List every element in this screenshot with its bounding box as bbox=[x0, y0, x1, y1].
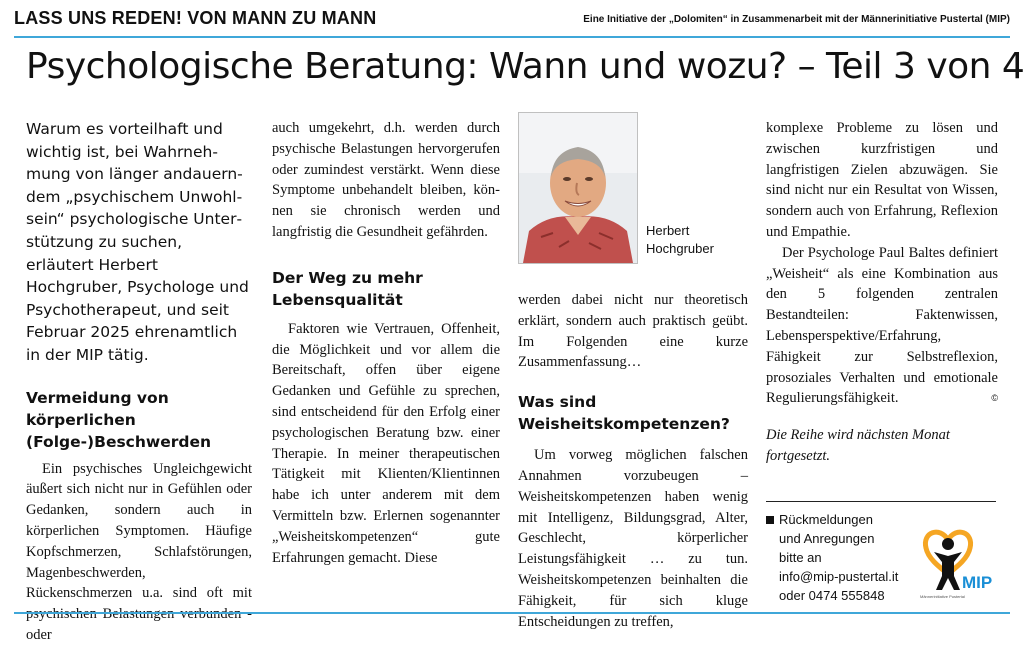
column-1 bbox=[26, 118, 252, 646]
contact-line-1: Rückmeldungen bbox=[766, 510, 898, 529]
contact-box bbox=[766, 510, 898, 605]
section1-body: Ein psychisches Ungleichgewicht äußert sich nicht nur in Gefühlen oder Gedanken, sondern auch in körperlichen Symptomen. Häufige Kopfschmerzen, Schlafstörungen, Magenbeschwerden, Rückenschmerzen u.a. sind oft mit psychischen Belastungen verbunden - oder bbox=[26, 460, 252, 643]
intro-text: Warum es vorteilhaft und wichtig ist, bei Wahrnehmung von länger andauerndem „psychischem Unwohlsein“ psychologische Unterstützung zu suchen, erläutert Herbert Hochgruber, Psychologe und Psychotherapeut, und seit Februar 2025 ehrenamtlich in der MIP tätig. bbox=[26, 120, 249, 364]
header-bar bbox=[14, 6, 1010, 38]
column-2 bbox=[272, 118, 500, 568]
section2-body-cont: werden dabei nicht nur theoretisch erklärt, sondern auch praktisch geübt. Im Folgenden eine kurze Zusammenfassung… bbox=[518, 292, 748, 371]
portrait-image bbox=[519, 113, 637, 263]
section2-body: Faktoren wie Vertrauen, Offenheit, die Möglichkeit und vor allem die Bereitschaft, offen über eigene Gedanken und Gefühle zu sprechen, sind entscheidend für den Erfolg einer psychologischen Beratung bzw. einer Therapie. In meiner therapeutischen Tätigkeit mit Klienten/Klientinnen habe ich unter anderem mit dem Vermitteln bzw. Erlernen sogenannter „Weisheitskompetenzen“ gute Erfahrungen gemacht. Diese bbox=[272, 320, 500, 566]
caption-line-2: Hochgruber bbox=[646, 241, 714, 256]
contact-line-3: bitte an bbox=[779, 550, 822, 565]
caption-line-1: Herbert bbox=[646, 223, 690, 238]
photo-caption bbox=[646, 222, 714, 258]
column-4 bbox=[766, 118, 998, 467]
section3-body-cont: komplexe Probleme zu lösen und zwischen kurzfristigen und langfristigen Zielen abzuwägen. Sie sind nicht nur ein Resultat von Wissen, sondern auch von Erfahrung, Reflexion und Empathie. bbox=[766, 120, 998, 240]
mip-logo-graphic bbox=[918, 526, 998, 602]
portrait-photo bbox=[518, 112, 638, 264]
copyright-mark: © bbox=[991, 393, 998, 404]
column-3 bbox=[518, 290, 748, 632]
contact-divider bbox=[766, 501, 996, 502]
logo-text: MIP bbox=[962, 573, 993, 592]
kicker: LASS UNS REDEN! VON MANN ZU MANN bbox=[14, 8, 377, 28]
section2-heading: Der Weg zu mehr Lebensqualität bbox=[272, 268, 423, 309]
section1-body-cont: auch umgekehrt, d.h. werden durch psychische Belastungen hervorgerufen oder zumindest verstärkt. Wenn diese Symptome unbehandelt bleiben, können sie chronisch werden und langfristig die Gesundheit gefährden. bbox=[272, 120, 500, 240]
mip-logo bbox=[918, 526, 998, 602]
logo-tagline: Männerinitiative Pustertal bbox=[920, 594, 965, 599]
section3-body-2: Der Psychologe Paul Baltes definiert „Weisheit“ als eine Kombination aus den 5 folgenden zentralen Bestandteilen: Faktenwissen, Lebensperspektive/Erfahrung, Fähigkeit zur Selbstreflexion, prosoziales Verhalten und emotionale Regulierungsfähigkeit. © bbox=[766, 243, 998, 409]
initiative-note: Eine Initiative der „Dolomiten“ in Zusammenarbeit mit der Männerinitiative Pustertal (MIP) bbox=[583, 14, 1010, 25]
series-note: Die Reihe wird nächsten Monat fortgesetzt. bbox=[766, 427, 950, 464]
contact-line-2: und Anregungen bbox=[779, 531, 875, 546]
footer-rule bbox=[14, 612, 1010, 614]
headline: Psychologische Beratung: Wann und wozu? – Teil 3 von 4 bbox=[26, 46, 1024, 87]
section3-heading: Was sind Weisheitskompetenzen? bbox=[518, 393, 730, 434]
section1-heading: Vermeidung von körperlichen (Folge-)Beschwerden bbox=[26, 388, 212, 451]
contact-phone: oder 0474 555848 bbox=[779, 588, 885, 603]
section3-body: Um vorweg möglichen falschen Annahmen vorzubeugen – Weisheitskompetenzen haben wenig mit Intelligenz, Bildungsgrad, Alter, Geschlecht, körperlicher Leistungsfähigkeit … zu tun. Weisheitskompetenzen beinhalten die Fähigkeit, für sich kluge Entscheidungen zu treffen, bbox=[518, 447, 748, 630]
contact-email[interactable]: info@mip-pustertal.it bbox=[779, 569, 899, 584]
bullet-square-icon bbox=[766, 516, 774, 524]
